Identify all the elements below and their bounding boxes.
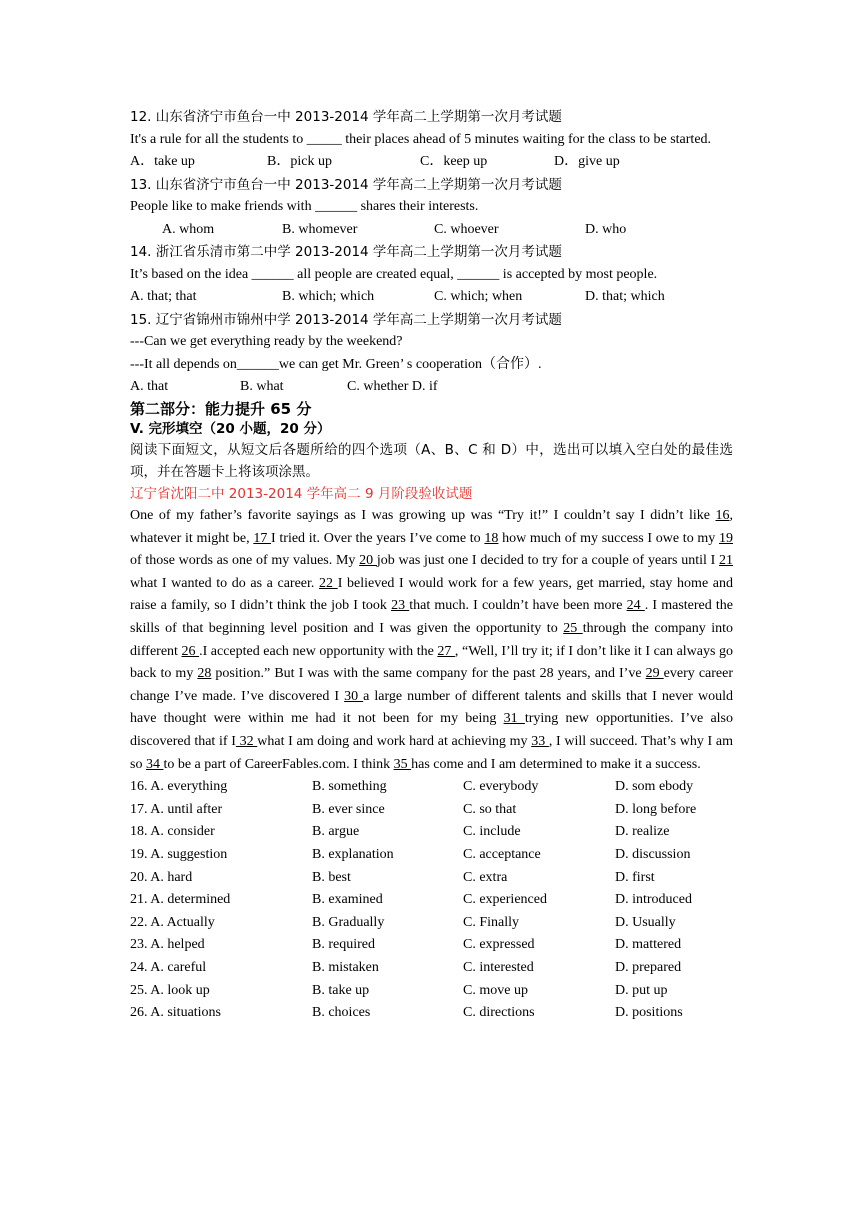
q12-stem: It's a rule for all the students to _____ their places ahead of 5 minutes waiting for the class to be started. bbox=[130, 131, 712, 147]
blank-29: 29 bbox=[645, 666, 664, 682]
choice-16-a: 16. A. everything bbox=[130, 779, 228, 795]
q12-options bbox=[130, 151, 733, 174]
choice-20-d: D. first bbox=[615, 869, 655, 885]
q14-option-a: A. that; that bbox=[130, 289, 197, 305]
q15-option-b: B. what bbox=[240, 379, 284, 395]
cloze-passage: One of my father’s favorite sayings as I was growing up was “Try it!” I couldn’t say I didn’t like 16, whatever it might be, 17 I tried it. Over the years I’ve come to 18 how much of my success I owe to my 19 of those words as one of my values. My 20 job was just one I decided to try for a couple of years until I 21 what I wanted to do as a career. 22 I believed I would work for a few years, get married, stay home and raise a family, so I didn’t think the job I took 23 that much. I couldn’t have been more 24 . I mastered the skills of that beginning level position and I was given the opportunity to 25 through the company into different 26 .I accepted each new opportunity with the 27 , “Well, I’ll try it; if I don’t like it I can always go back to my 28 position.” But I was with the same company for the past 28 years, and I’ve 29 every career change I’ve made. I’ve discovered I 30 a large number of different talents and skills that I never would have thought were within me had it not been for my being 31 trying new opportunities. I’ve also discovered that if I 32 what I am doing and work hard at achieving my 33 , I will succeed. That’s why I am so 34 to be a part of CareerFables.com. I think 35 has come and I am determined to make it a success. bbox=[130, 508, 734, 772]
blank-34: 34 bbox=[145, 756, 164, 772]
q13-option-c: C. whoever bbox=[434, 221, 499, 237]
q14-header: 14. 浙江省乐清市第二中学 2013-2014 学年高二上学期第一次月考试题 bbox=[130, 244, 562, 261]
q15-line-1: ---Can we get everything ready by the weekend? bbox=[130, 334, 403, 350]
blank-21: 21 bbox=[719, 553, 734, 569]
blank-17: 17 bbox=[253, 530, 272, 546]
choice-26-a: 26. A. situations bbox=[130, 1005, 222, 1021]
choice-18-a: 18. A. consider bbox=[130, 824, 215, 840]
choice-18-c: C. include bbox=[463, 824, 521, 840]
choice-22-a: 22. A. Actually bbox=[130, 914, 215, 930]
choice-20-c: C. extra bbox=[463, 869, 508, 885]
choice-24-c: C. interested bbox=[463, 959, 534, 975]
cloze-instructions: 阅读下面短文，从短文后各题所给的四个选项（A、B、C 和 D）中，选出可以填入空白处的最佳选项，并在答题卡上将该项涂黑。 bbox=[130, 441, 733, 480]
choice-19-b: B. explanation bbox=[312, 847, 394, 862]
choice-22-b: B. Gradually bbox=[312, 914, 385, 930]
blank-30: 30 bbox=[344, 688, 364, 704]
blank-24: 24 bbox=[626, 598, 645, 614]
blank-25: 25 bbox=[563, 621, 583, 637]
choice-21-d: D. introduced bbox=[615, 892, 692, 908]
choice-16-d: D. som ebody bbox=[615, 779, 694, 795]
choice-23-c: C. expressed bbox=[463, 937, 535, 953]
choice-23-b: B. required bbox=[312, 937, 375, 953]
q15-option-a: A. that bbox=[130, 379, 169, 395]
q14-option-c: C. which; when bbox=[434, 289, 523, 305]
blank-32: 32 bbox=[235, 734, 258, 750]
q15-options bbox=[130, 376, 733, 399]
choice-24-b: B. mistaken bbox=[312, 959, 379, 975]
q13-option-a: A. whom bbox=[162, 221, 215, 237]
choice-26-b: B. choices bbox=[312, 1005, 371, 1021]
choice-16-c: C. everybody bbox=[463, 779, 539, 795]
choice-19-d: D. discussion bbox=[615, 847, 691, 862]
blank-27: 27 bbox=[437, 643, 455, 659]
q12-header: 12. 山东省济宁市鱼台一中 2013-2014 学年高二上学期第一次月考试题 bbox=[130, 109, 562, 125]
choice-18-b: B. argue bbox=[312, 824, 360, 840]
blank-26: 26 bbox=[181, 643, 200, 659]
choice-26-d: D. positions bbox=[615, 1005, 683, 1021]
q12-option-a: A．take up bbox=[130, 154, 195, 170]
q15-header: 15. 辽宁省锦州市锦州中学 2013-2014 学年高二上学期第一次月考试题 bbox=[130, 311, 562, 328]
q14-options bbox=[130, 286, 733, 309]
choice-25-b: B. take up bbox=[312, 982, 370, 998]
choice-18-d: D. realize bbox=[615, 824, 670, 840]
blank-23: 23 bbox=[391, 598, 410, 614]
blank-16: 16 bbox=[715, 508, 730, 524]
q14-option-b: B. which; which bbox=[282, 289, 375, 305]
q13-header: 13. 山东省济宁市鱼台一中 2013-2014 学年高二上学期第一次月考试题 bbox=[130, 176, 562, 193]
choice-17-b: B. ever since bbox=[312, 801, 385, 817]
section5-title: V. 完形填空（20 小题，20 分） bbox=[130, 420, 331, 437]
q13-options bbox=[130, 219, 733, 242]
q15-line-2: ---It all depends on______we can get Mr. Green’ s cooperation（合作）. bbox=[130, 356, 542, 372]
choice-17-c: C. so that bbox=[463, 801, 517, 817]
blank-33: 33 bbox=[531, 734, 549, 750]
choice-25-c: C. move up bbox=[463, 982, 528, 998]
blank-22: 22 bbox=[319, 575, 338, 591]
q14-option-d: D. that; which bbox=[585, 289, 665, 305]
q13-option-d: D. who bbox=[585, 221, 627, 237]
choice-17-a: 17. A. until after bbox=[130, 801, 223, 817]
choice-21-c: C. experienced bbox=[463, 892, 547, 908]
q12-option-c: C．keep up bbox=[420, 154, 488, 170]
blank-18: 18 bbox=[484, 530, 499, 546]
cloze-choices bbox=[130, 776, 733, 1025]
q14-stem: It’s based on the idea ______ all people are created equal, ______ is accepted by most people. bbox=[130, 266, 658, 282]
choice-25-d: D. put up bbox=[615, 982, 668, 998]
choice-19-c: C. acceptance bbox=[463, 847, 541, 862]
choice-20-b: B. best bbox=[312, 869, 351, 885]
choice-23-d: D. mattered bbox=[615, 937, 682, 953]
choice-21-a: 21. A. determined bbox=[130, 892, 231, 908]
passage-source: 辽宁省沈阳二中 2013-2014 学年高二 9 月阶段验收试题 bbox=[130, 485, 473, 502]
blank-28: 28 bbox=[197, 666, 212, 682]
choice-22-c: C. Finally bbox=[463, 914, 520, 930]
choice-24-d: D. prepared bbox=[615, 959, 682, 975]
choice-21-b: B. examined bbox=[312, 892, 383, 908]
choice-19-a: 19. A. suggestion bbox=[130, 847, 228, 862]
q13-option-b: B. whomever bbox=[282, 221, 358, 237]
choice-23-a: 23. A. helped bbox=[130, 937, 205, 953]
choice-17-d: D. long before bbox=[615, 801, 697, 817]
blank-35: 35 bbox=[393, 756, 412, 772]
q12-option-b: B．pick up bbox=[267, 154, 332, 170]
document-page bbox=[130, 106, 733, 1025]
blank-31: 31 bbox=[503, 711, 525, 727]
choice-16-b: B. something bbox=[312, 779, 387, 795]
blank-19: 19 bbox=[719, 530, 733, 546]
choice-25-a: 25. A. look up bbox=[130, 982, 210, 998]
choice-20-a: 20. A. hard bbox=[130, 869, 193, 885]
q12-option-d: D．give up bbox=[554, 154, 620, 170]
q13-stem: People like to make friends with ______ shares their interests. bbox=[130, 199, 479, 215]
blank-20: 20 bbox=[359, 553, 377, 569]
choice-24-a: 24. A. careful bbox=[130, 959, 207, 975]
choice-22-d: D. Usually bbox=[615, 914, 676, 930]
choice-26-c: C. directions bbox=[463, 1005, 535, 1021]
part2-title: 第二部分：能力提升 65 分 bbox=[130, 399, 312, 418]
q15-option-cd: C. whether D. if bbox=[347, 379, 438, 395]
